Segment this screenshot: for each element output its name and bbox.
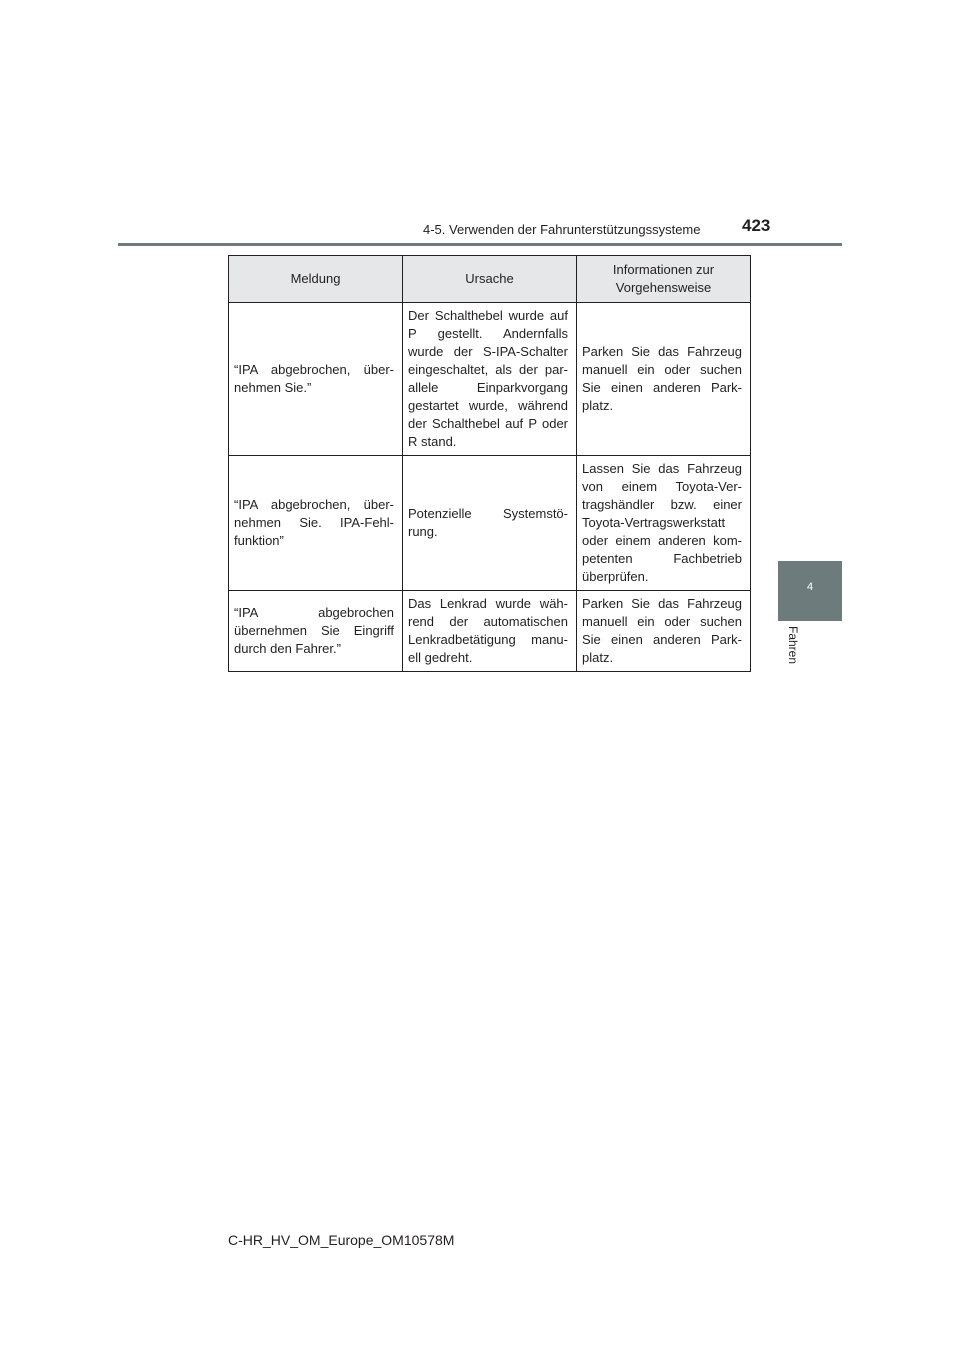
table-row bbox=[229, 303, 751, 456]
section-title: 4-5. Verwenden der Fahrunterstützungssysteme bbox=[423, 222, 701, 237]
chapter-tab bbox=[778, 561, 842, 621]
cell-info: Parken Sie das Fahrzeug manuell ein oder suchen Sie einen anderen Park-platz. bbox=[577, 303, 751, 456]
chapter-title-wrapper bbox=[782, 626, 806, 686]
header-divider bbox=[118, 243, 842, 246]
cell-info: Lassen Sie das Fahrzeug von einem Toyota-Ver-tragshändler bzw. einer Toyota-Vertragswerkstatt oder einem anderen kom-petenten Fachbetrieb überprüfen. bbox=[577, 456, 751, 591]
cell-ursache: Das Lenkrad wurde wäh-rend der automatischen Lenkradbetätigung manu-ell gedreht. bbox=[403, 591, 577, 672]
page-number: 423 bbox=[742, 216, 771, 235]
document-id: C-HR_HV_OM_Europe_OM10578M bbox=[228, 1232, 455, 1248]
column-header-ursache: Ursache bbox=[403, 256, 577, 303]
table-row bbox=[229, 591, 751, 672]
message-table bbox=[228, 255, 751, 672]
chapter-number: 4 bbox=[806, 581, 814, 593]
chapter-title: Fahren bbox=[786, 626, 800, 665]
column-header-info: Informationen zur Vorgehensweise bbox=[577, 256, 751, 303]
cell-ursache: Potenzielle Systemstö-rung. bbox=[403, 456, 577, 591]
cell-meldung: “IPA abgebrochen, über-nehmen Sie.” bbox=[229, 303, 403, 456]
cell-meldung: “IPA abgebrochen übernehmen Sie Eingriff durch den Fahrer.” bbox=[229, 591, 403, 672]
table-header-row bbox=[229, 256, 751, 303]
cell-ursache: Der Schalthebel wurde auf P gestellt. Andernfalls wurde der S-IPA-Schalter eingeschaltet, als der par-allele Einparkvorgang gestartet wurde, während der Schalthebel auf P oder R stand. bbox=[403, 303, 577, 456]
table-row bbox=[229, 456, 751, 591]
column-header-meldung: Meldung bbox=[229, 256, 403, 303]
cell-info: Parken Sie das Fahrzeug manuell ein oder suchen Sie einen anderen Park-platz. bbox=[577, 591, 751, 672]
cell-meldung: “IPA abgebrochen, über-nehmen Sie. IPA-Fehl-funktion” bbox=[229, 456, 403, 591]
